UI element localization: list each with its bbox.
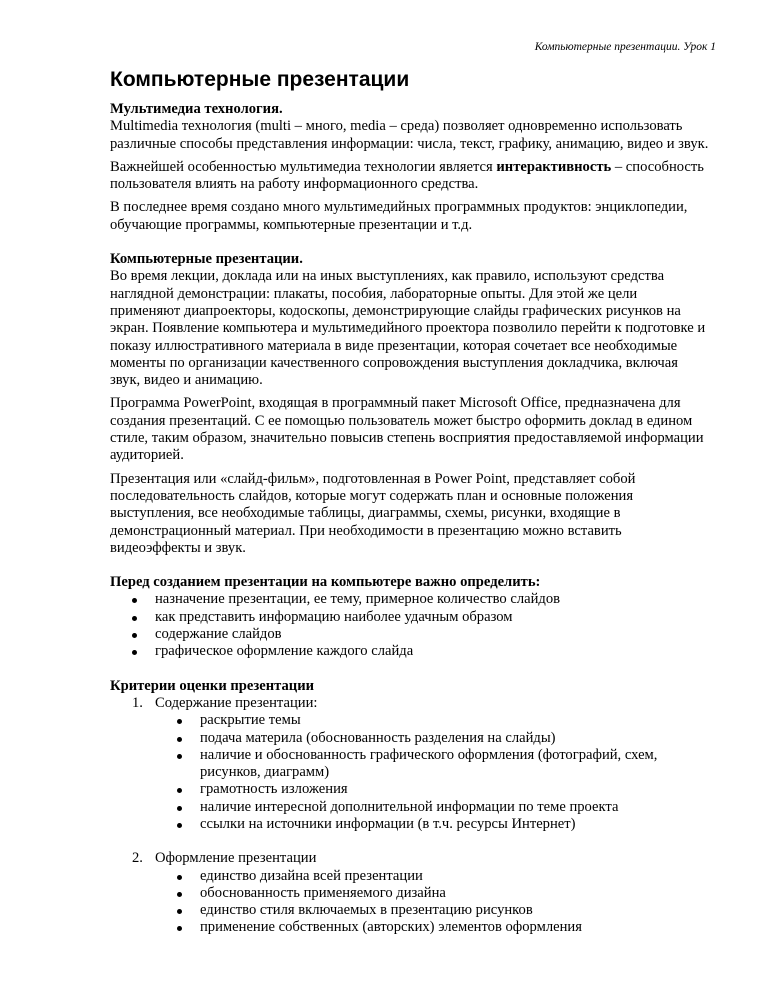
multimedia-paragraph-2 xyxy=(110,159,710,194)
document-body xyxy=(110,68,710,937)
multimedia-paragraph-2-end: – способность пользователя влиять на работу информационного средства. xyxy=(110,158,704,193)
list-item: подача материла (обоснованность разделения на слайды) xyxy=(155,730,710,747)
presentations-paragraph-1: Во время лекции, доклада или на иных выступлениях, как правило, используют средства наглядной демонстрации: плакаты, пособия, лабораторные опыты. Для этой же цели применяют диапроекторы, кодоскопы, демонстрирующие слайды графических рисунков на экран. Появление компьютера и мультимедийного проектора позволило перейти к подготовке и показу иллюстративного материала в виде презентации, которая сочетает все необходимые моменты по организации качественного сопровождения выступления докладчика, включая звук, видео и анимацию. xyxy=(110,268,706,389)
before-creation-heading: Перед созданием презентации на компьютере важно определить: xyxy=(110,574,541,591)
criteria-group-content xyxy=(110,695,710,833)
presentations-paragraph-3: Презентация или «слайд-фильм», подготовленная в Power Point, представляет собой последовательность слайдов, которые могут содержать план и основные положения выступления, все необходимые таблицы, диаграммы, схемы, рисунки, входящие в демонстрационный материал. При необходимости в презентацию можно вставить видеоэффекты и звук. xyxy=(110,470,636,556)
list-item: наличие интересной дополнительной информации по теме проекта xyxy=(155,799,710,816)
list-item: как представить информацию наиболее удачным образом xyxy=(110,609,710,626)
list-item: содержание слайдов xyxy=(110,626,710,643)
running-header: Компьютерные презентации. Урок 1 xyxy=(534,41,716,53)
criteria-number: 1. xyxy=(132,694,143,711)
list-item: наличие и обоснованность графического оформления (фотографий, схем, рисунков, диаграмм) xyxy=(155,747,710,782)
before-creation-list xyxy=(110,591,710,660)
multimedia-paragraph-3: В последнее время создано много мультимедийных программных продуктов: энциклопедии, обучающие программы, компьютерные презентации и т.д. xyxy=(110,199,688,233)
list-item: обоснованность применяемого дизайна xyxy=(155,885,710,902)
criteria-list xyxy=(110,695,710,937)
list-item: единство стиля включаемых в презентацию рисунков xyxy=(155,902,710,919)
multimedia-paragraph-2-start: Важнейшей особенностью мультимедиа технологии является xyxy=(110,158,497,175)
list-item: единство дизайна всей презентации xyxy=(155,868,710,885)
criteria-heading: Критерии оценки презентации xyxy=(110,677,315,694)
list-item: грамотность изложения xyxy=(155,781,710,798)
criteria-group-title: Содержание презентации: xyxy=(155,694,318,711)
page-title: Компьютерные презентации xyxy=(110,68,410,91)
list-item: раскрытие темы xyxy=(155,712,710,729)
multimedia-paragraph-1: Multimedia технология (multi – много, media – среда) позволяет одновременно использовать различные способы представления информации: числа, текст, графику, анимацию, видео и звук. xyxy=(110,118,709,152)
design-criteria-list xyxy=(155,868,710,937)
list-item: графическое оформление каждого слайда xyxy=(110,643,710,660)
multimedia-heading: Мультимедиа технология. xyxy=(110,101,283,117)
presentations-paragraph-2: Программа PowerPoint, входящая в программный пакет Microsoft Office, предназначена для создания презентаций. С ее помощью пользователь может быстро оформить доклад в едином стиле, таким образом, значительно повысив степень восприятия предоставляемой информации аудиторией. xyxy=(110,395,704,464)
list-item: применение собственных (авторских) элементов оформления xyxy=(155,919,710,936)
presentations-heading: Компьютерные презентации. xyxy=(110,251,303,268)
criteria-number: 2. xyxy=(132,850,143,867)
list-item: ссылки на источники информации (в т.ч. ресурсы Интернет) xyxy=(155,816,710,833)
content-criteria-list xyxy=(155,712,710,833)
interactivity-term: интерактивность xyxy=(496,158,612,175)
list-item: назначение презентации, ее тему, примерное количество слайдов xyxy=(110,591,710,608)
criteria-group-design xyxy=(110,850,710,936)
criteria-group-title: Оформление презентации xyxy=(155,850,317,867)
